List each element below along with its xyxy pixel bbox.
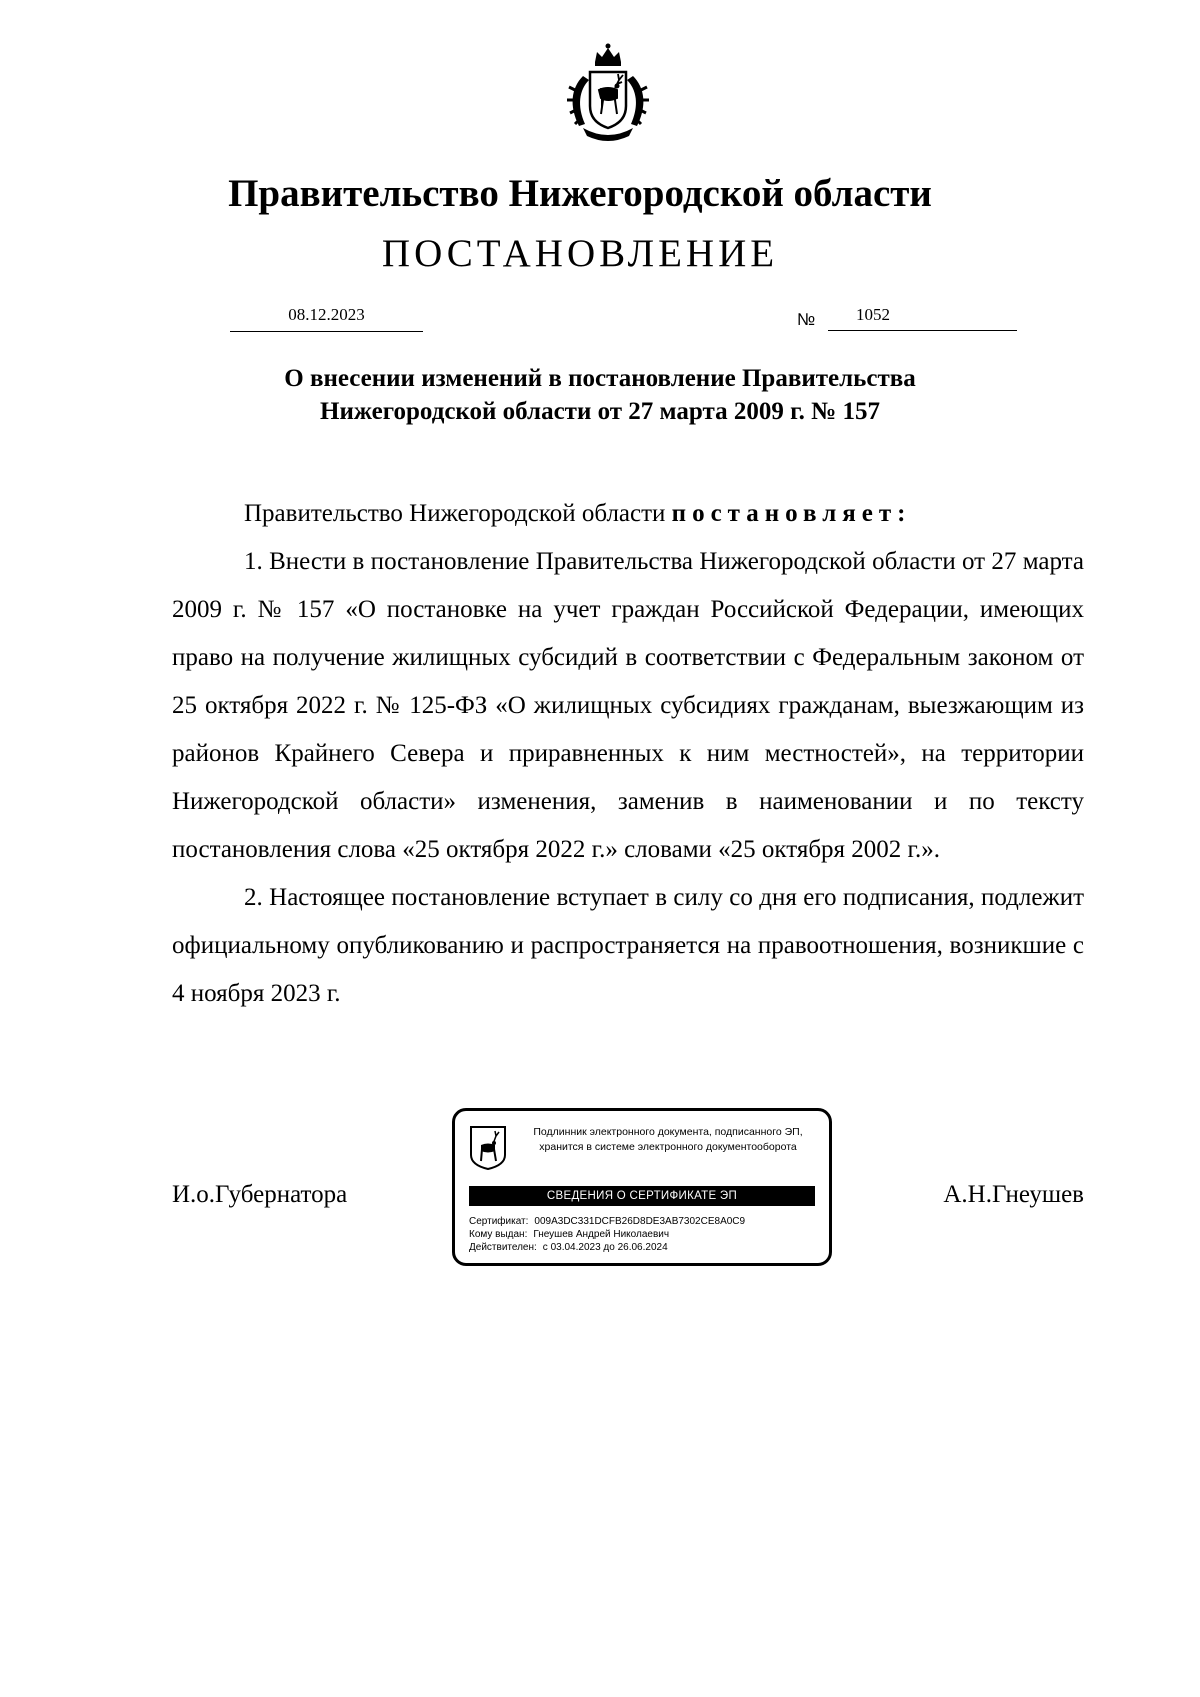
signatory-position: И.о.Губернатора: [172, 1181, 348, 1208]
document-date: 08.12.2023: [230, 303, 423, 332]
stamp-certificate-info: [469, 1215, 815, 1254]
issued-to-label: Кому выдан:: [469, 1229, 528, 1240]
stamp-header-line-1: Подлинник электронного документа, подписанного ЭП,: [533, 1126, 803, 1138]
stamp-header: [515, 1125, 821, 1155]
number-sign: №: [797, 310, 816, 329]
document-body: [172, 490, 1084, 1018]
validity-value: с 03.04.2023 до 26.06.2024: [542, 1242, 668, 1253]
signatory-name: А.Н.Гнеушев: [943, 1181, 1084, 1208]
preamble-verb: постановляет:: [671, 500, 912, 527]
validity-row: [469, 1241, 815, 1254]
paragraph-item-2: 2. Настоящее постановление вступает в силу со дня его подписания, подлежит официальному опубликованию и распространяется на правоотношения, возникшие с 4 ноября 2023 г.: [172, 884, 1084, 1007]
coat-of-arms-icon: [565, 40, 651, 144]
electronic-signature-stamp: [452, 1108, 832, 1266]
issued-to-row: [469, 1228, 815, 1241]
preamble-lead: Правительство Нижегородской области: [244, 500, 666, 527]
coat-of-arms-emblem: [565, 40, 651, 144]
deer-icon: [469, 1125, 507, 1171]
organization-title: Правительство Нижегородской области: [228, 172, 932, 215]
document-number: 1052: [828, 303, 1017, 331]
certificate-value: 009A3DC331DCFB26D8DE3AB7302CE8A0C9: [534, 1216, 746, 1227]
stamp-certificate-bar: СВЕДЕНИЯ О СЕРТИФИКАТЕ ЭП: [469, 1186, 815, 1206]
issued-to-value: Гнеушев Андрей Николаевич: [533, 1229, 670, 1240]
stamp-header-line-2: хранится в системе электронного документооборота: [539, 1141, 797, 1153]
document-subject: [0, 362, 1200, 428]
document-type: ПОСТАНОВЛЕНИЕ: [381, 232, 779, 275]
preamble: [172, 490, 1084, 538]
paragraph-item-1: 1. Внести в постановление Правительства Нижегородской области от 27 марта 2009 г. № 157 «О постановке на учет граждан Российской Федерации, имеющих право на получение жилищных субсидий в соответствии с Федеральным законом от 25 октября 2022 г. № 125-ФЗ «О жилищных субсидиях гражданам, выезжающим из районов Крайнего Севера и приравненных к ним местностей», на территории Нижегородской области» изменения, заменив в наименовании и по тексту постановления слова «25 октября 2022 г.» словами «25 октября 2002 г.».: [172, 548, 1084, 863]
subject-line-1: О внесении изменений в постановление Правительства: [284, 365, 916, 392]
validity-label: Действителен:: [469, 1242, 537, 1253]
certificate-row: [469, 1215, 815, 1228]
certificate-label: Сертификат:: [469, 1216, 529, 1227]
subject-line-2: Нижегородской области от 27 марта 2009 г. № 157: [320, 398, 880, 425]
